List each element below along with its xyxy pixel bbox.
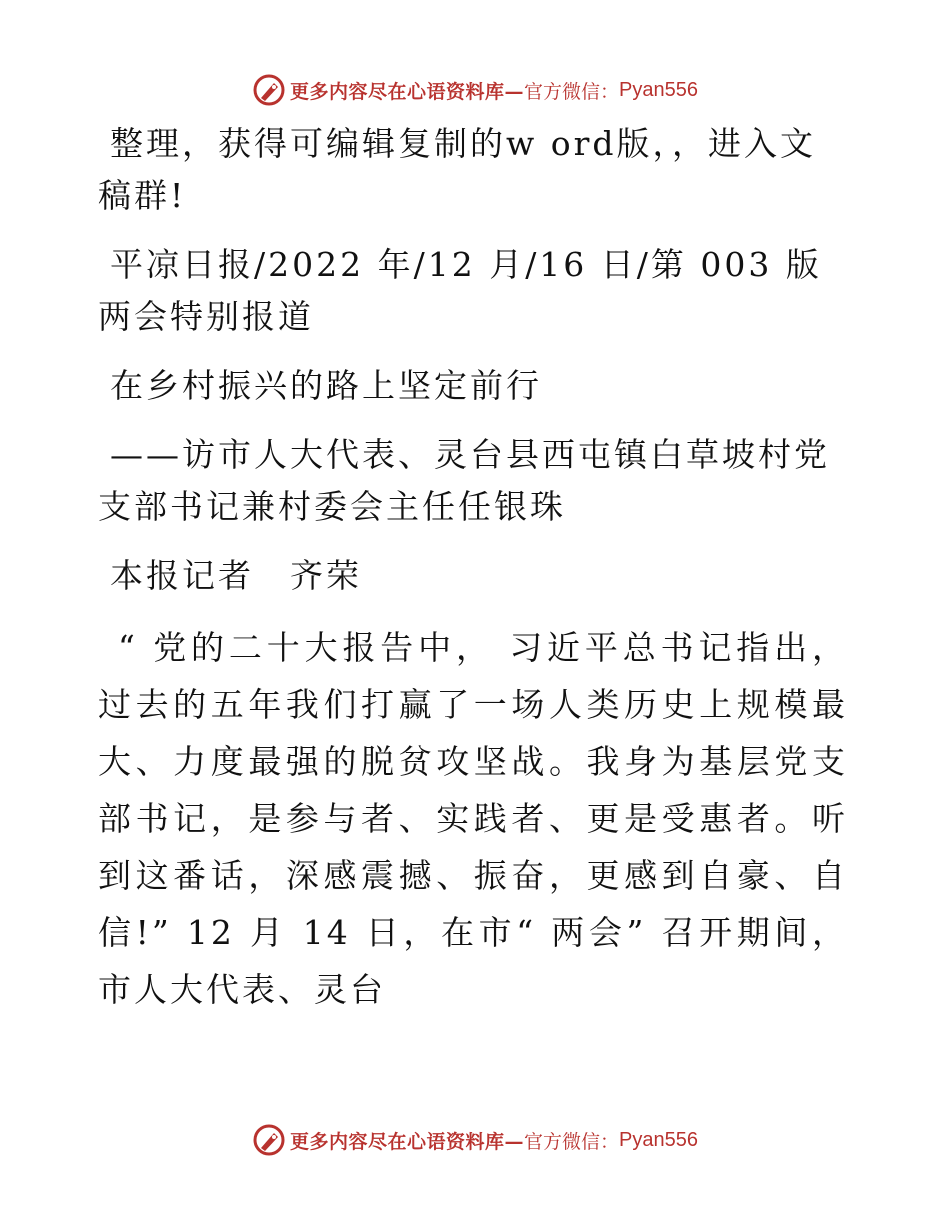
headline: 在乡村振兴的路上坚定前行 (110, 366, 542, 405)
byline: 本报记者 齐荣 (110, 556, 362, 595)
banner-wechat-id: Pyan556 (619, 78, 698, 101)
source-line: 平凉日报/2022 年/12 月/16 日/第 003 版两会特别报道 (98, 245, 822, 336)
banner-wechat-id: Pyan556 (619, 1128, 698, 1151)
footer-watermark-banner (0, 1120, 950, 1160)
article-body-paragraph: “ 党的二十大报告中， 习近平总书记指出， 过去的五年我们打赢了一场人类历史上规模最大、力度最强的脱贫攻坚战。我身为基层党支部书记，是参与者、实践者、更是受惠者。听到这番话，深感震撼、振奋，更感到自豪、自信!” 12 月 14 日，在市“ 两会” 召开期间，市人大代表、灵台 (98, 628, 848, 1009)
subheadline: ——访市人大代表、灵台县西屯镇白草坡村党支部书记兼村委会主任任银珠 (98, 435, 830, 526)
header-watermark-banner (0, 70, 950, 110)
banner-wechat-label: 官方微信： (524, 1130, 620, 1153)
intro-paragraph: 整理，获得可编辑复制的w ord版，，进入文稿群! (98, 124, 817, 215)
banner-wechat-label: 官方微信： (524, 80, 620, 103)
pen-nib-logo-icon (252, 73, 286, 107)
document-body (98, 118, 848, 1035)
pen-nib-logo-icon (252, 1123, 286, 1157)
banner-brand-text: 更多内容尽在心语资料库— (290, 80, 525, 103)
banner-brand-text: 更多内容尽在心语资料库— (290, 1130, 525, 1153)
